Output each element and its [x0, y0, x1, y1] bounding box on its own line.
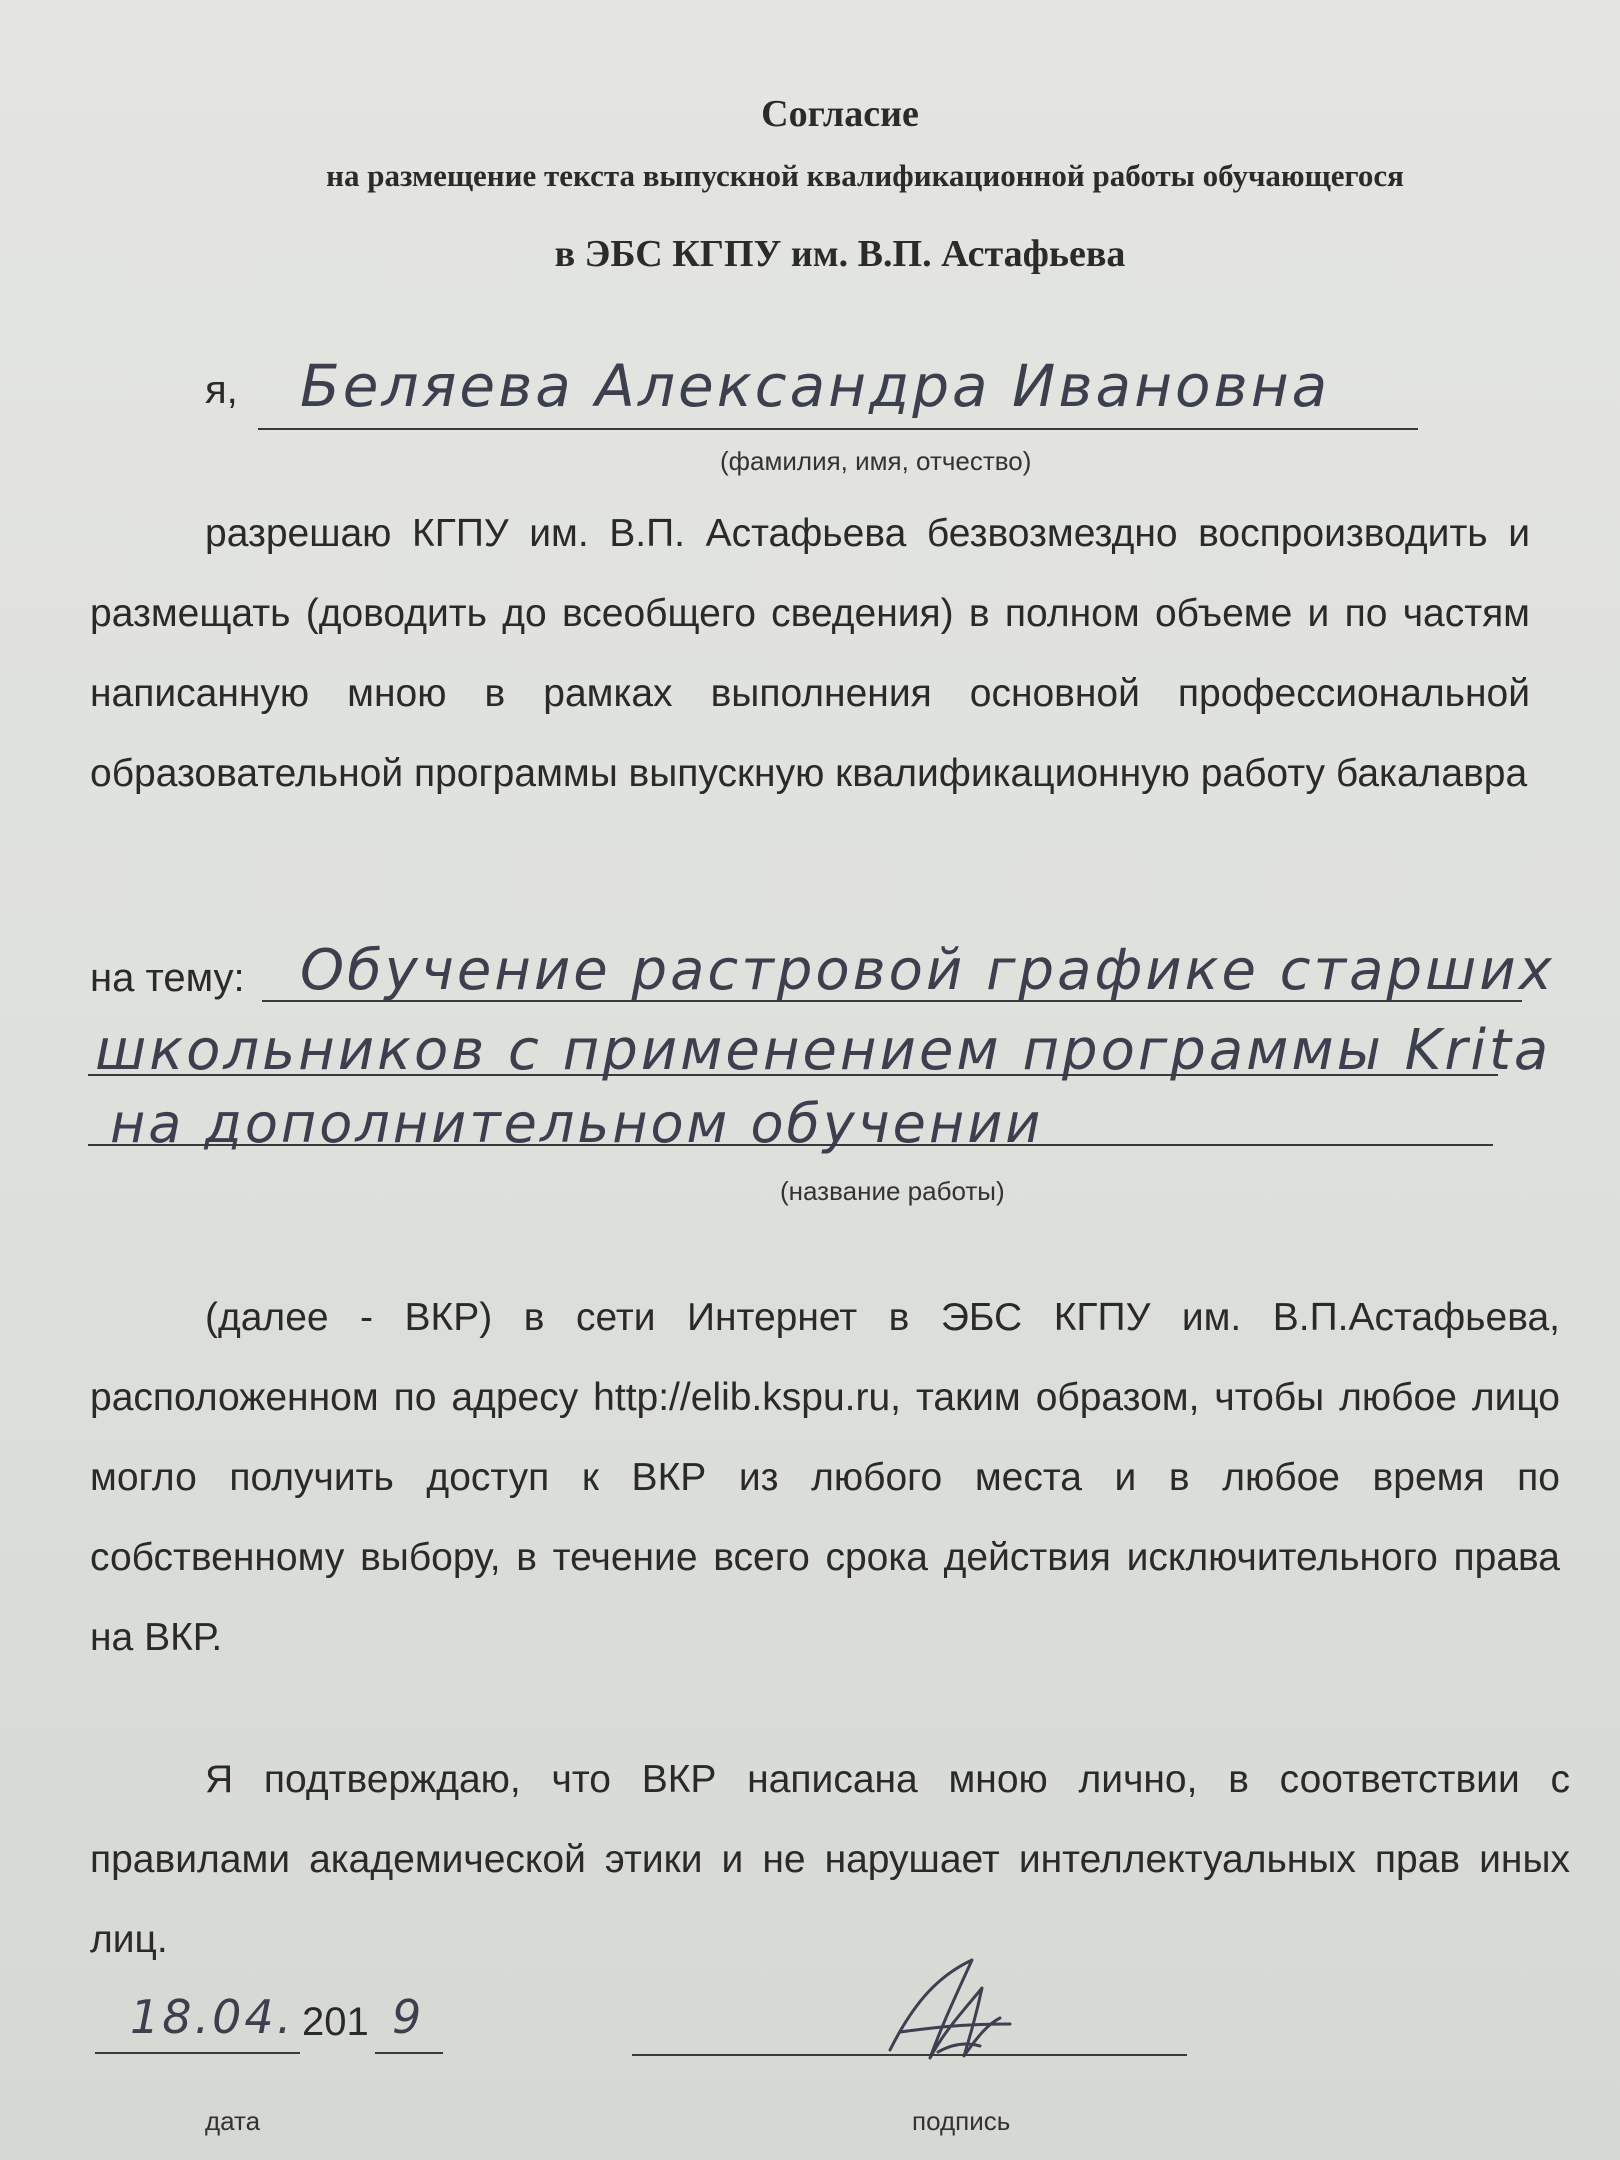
signature-mark: [860, 1940, 1040, 2080]
author-caption: (фамилия, имя, отчество): [720, 446, 1032, 476]
date-year-prefix: 201: [302, 2000, 369, 2044]
date-caption: дата: [205, 2106, 261, 2136]
signature-line: [632, 2054, 1187, 2056]
document-subtitle: на размещение текста выпускной квалификационной работы обучающегося: [326, 158, 1404, 193]
author-name-line: [258, 428, 1418, 430]
author-name: Беляева Александра Ивановна: [300, 352, 1331, 420]
date-line-2: [375, 2052, 443, 2054]
date-value: 18.04.: [130, 1990, 295, 2044]
topic-line-1: Обучение растровой графике старших: [300, 938, 1555, 1003]
author-prefix: я,: [205, 368, 238, 412]
confirmation-paragraph: Я подтверждаю, что ВКР написана мною лично, в соответствии с правилами академической этики и не нарушает интеллектуальных прав иных лиц.: [90, 1758, 1570, 1961]
document-subtitle-2: в ЭБС КГПУ им. В.П. Астафьева: [554, 233, 1126, 275]
date-line-1: [95, 2052, 300, 2054]
topic-line-2-rule: [88, 1074, 1498, 1076]
topic-line-3-rule: [88, 1144, 1493, 1146]
topic-line-3: на дополнительном обучении: [110, 1092, 1044, 1155]
topic-line-1-rule: [262, 1000, 1522, 1002]
publication-paragraph: (далее - ВКР) в сети Интернет в ЭБС КГПУ им. В.П.Астафьева, расположенном по адресу http://elib.kspu.ru, таким образом, чтобы любое лицо могло получить доступ к ВКР из любого места и в любое время по собственному выбору, в течение всего срока действия исключительного права на ВКР.: [90, 1296, 1560, 1659]
date-year-digit: 9: [392, 1990, 425, 2044]
topic-caption: (название работы): [780, 1176, 1005, 1206]
permission-paragraph: разрешаю КГПУ им. В.П. Астафьева безвозмездно воспроизводить и размещать (доводить до всеобщего сведения) в полном объеме и по частям написанную мною в рамках выполнения основной профессиональной образовательной программы выпускную квалификационную работу бакалавра: [90, 512, 1530, 795]
topic-line-2: школьников с применением программы Krita: [95, 1018, 1552, 1083]
signature-caption: подпись: [912, 2106, 1011, 2136]
document-title: Согласие: [761, 93, 919, 135]
topic-label: на тему:: [90, 956, 245, 1000]
